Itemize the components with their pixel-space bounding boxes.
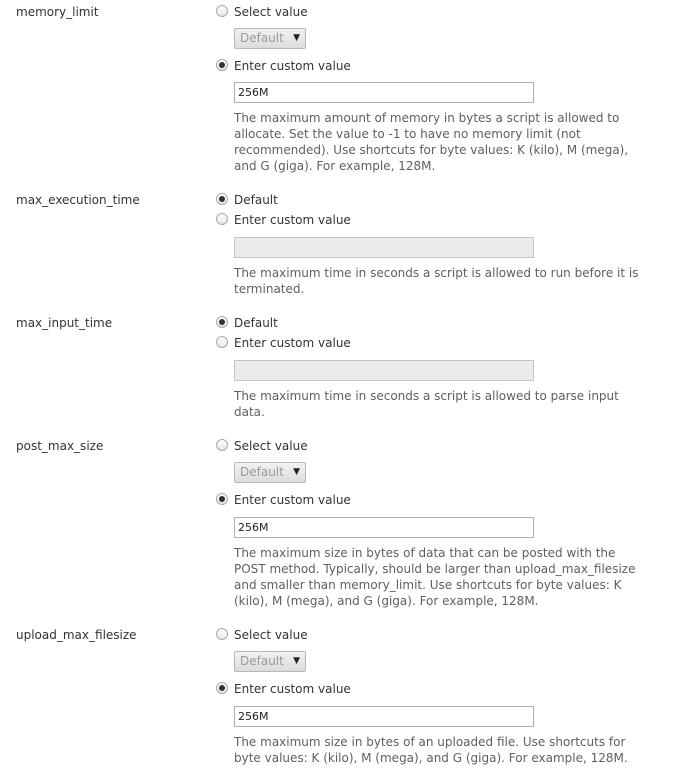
max-input-time-custom-value-radio[interactable] bbox=[216, 336, 228, 348]
memory-limit-description bbox=[234, 110, 654, 174]
upload-max-filesize-dropdown-value: Default bbox=[240, 654, 284, 668]
upload-max-filesize-select-value-option[interactable] bbox=[216, 627, 308, 643]
max-execution-time-custom-value-radio[interactable] bbox=[216, 213, 228, 225]
post-max-size-select-value-label: Select value bbox=[234, 439, 308, 453]
description-line: terminated. bbox=[234, 282, 305, 296]
post-max-size-custom-value-option[interactable] bbox=[216, 492, 351, 508]
max-input-time-custom-value-option[interactable] bbox=[216, 335, 351, 351]
max-input-time-default-label: Default bbox=[234, 316, 278, 330]
post-max-size-description bbox=[234, 545, 654, 609]
max-input-time-default-option[interactable] bbox=[216, 315, 278, 331]
description-line: allocate. Set the value to -1 to have no memory limit (not bbox=[234, 127, 581, 141]
description-line: The maximum time in seconds a script is allowed to run before it is bbox=[234, 266, 639, 280]
max-execution-time-default-label: Default bbox=[234, 193, 278, 207]
post-max-size-custom-value-label: Enter custom value bbox=[234, 493, 351, 507]
upload-max-filesize-custom-value-option[interactable] bbox=[216, 681, 351, 697]
upload-max-filesize-select-value-radio[interactable] bbox=[216, 628, 228, 640]
upload-max-filesize-custom-value-label: Enter custom value bbox=[234, 682, 351, 696]
description-line: The maximum time in seconds a script is allowed to parse input bbox=[234, 389, 619, 403]
max-execution-time-description bbox=[234, 265, 654, 297]
post-max-size-select-value-radio[interactable] bbox=[216, 439, 228, 451]
setting-label-max-input-time: max_input_time bbox=[16, 316, 113, 330]
memory-limit-custom-value-label: Enter custom value bbox=[234, 59, 351, 73]
triangle-down-icon: ▼ bbox=[293, 467, 300, 477]
description-line: POST method. Typically, should be larger than upload_max_filesize bbox=[234, 562, 636, 576]
post-max-size-custom-value-radio[interactable] bbox=[216, 493, 228, 505]
upload-max-filesize-custom-input[interactable] bbox=[234, 706, 534, 727]
upload-max-filesize-custom-value-radio[interactable] bbox=[216, 682, 228, 694]
description-line: and smaller than memory_limit. Use shortcuts for byte values: K bbox=[234, 578, 622, 592]
description-line: The maximum amount of memory in bytes a script is allowed to bbox=[234, 111, 620, 125]
max-input-time-custom-value-label: Enter custom value bbox=[234, 336, 351, 350]
post-max-size-dropdown[interactable] bbox=[234, 462, 306, 483]
max-input-time-default-radio[interactable] bbox=[216, 316, 228, 328]
upload-max-filesize-description bbox=[234, 734, 654, 766]
max-execution-time-custom-value-option[interactable] bbox=[216, 212, 351, 228]
memory-limit-custom-value-radio[interactable] bbox=[216, 59, 228, 71]
memory-limit-select-value-label: Select value bbox=[234, 5, 308, 19]
memory-limit-select-value-option[interactable] bbox=[216, 4, 308, 20]
description-line: The maximum size in bytes of data that can be posted with the bbox=[234, 546, 616, 560]
setting-label-memory-limit: memory_limit bbox=[16, 5, 99, 19]
max-input-time-custom-input[interactable] bbox=[234, 360, 534, 381]
triangle-down-icon: ▼ bbox=[293, 656, 300, 666]
post-max-size-select-value-option[interactable] bbox=[216, 438, 308, 454]
memory-limit-custom-input[interactable] bbox=[234, 82, 534, 103]
max-input-time-description bbox=[234, 388, 654, 420]
max-execution-time-default-radio[interactable] bbox=[216, 193, 228, 205]
description-line: recommended). Use shortcuts for byte values: K (kilo), M (mega), bbox=[234, 143, 629, 157]
upload-max-filesize-select-value-label: Select value bbox=[234, 628, 308, 642]
triangle-down-icon: ▼ bbox=[293, 33, 300, 43]
max-execution-time-default-option[interactable] bbox=[216, 192, 278, 208]
description-line: The maximum size in bytes of an uploaded file. Use shortcuts for bbox=[234, 735, 626, 749]
memory-limit-dropdown[interactable] bbox=[234, 28, 306, 49]
description-line: and G (giga). For example, 128M. bbox=[234, 159, 436, 173]
memory-limit-custom-value-option[interactable] bbox=[216, 58, 351, 74]
description-line: byte values: K (kilo), M (mega), and G (giga). For example, 128M. bbox=[234, 751, 628, 765]
setting-label-upload-max-filesize: upload_max_filesize bbox=[16, 628, 137, 642]
setting-label-max-execution-time: max_execution_time bbox=[16, 193, 140, 207]
description-line: (kilo), M (mega), and G (giga). For example, 128M. bbox=[234, 594, 539, 608]
post-max-size-dropdown-value: Default bbox=[240, 465, 284, 479]
memory-limit-dropdown-value: Default bbox=[240, 31, 284, 45]
memory-limit-select-value-radio[interactable] bbox=[216, 5, 228, 17]
max-execution-time-custom-input[interactable] bbox=[234, 237, 534, 258]
description-line: data. bbox=[234, 405, 265, 419]
setting-label-post-max-size: post_max_size bbox=[16, 439, 104, 453]
post-max-size-custom-input[interactable] bbox=[234, 517, 534, 538]
upload-max-filesize-dropdown[interactable] bbox=[234, 651, 306, 672]
max-execution-time-custom-value-label: Enter custom value bbox=[234, 213, 351, 227]
